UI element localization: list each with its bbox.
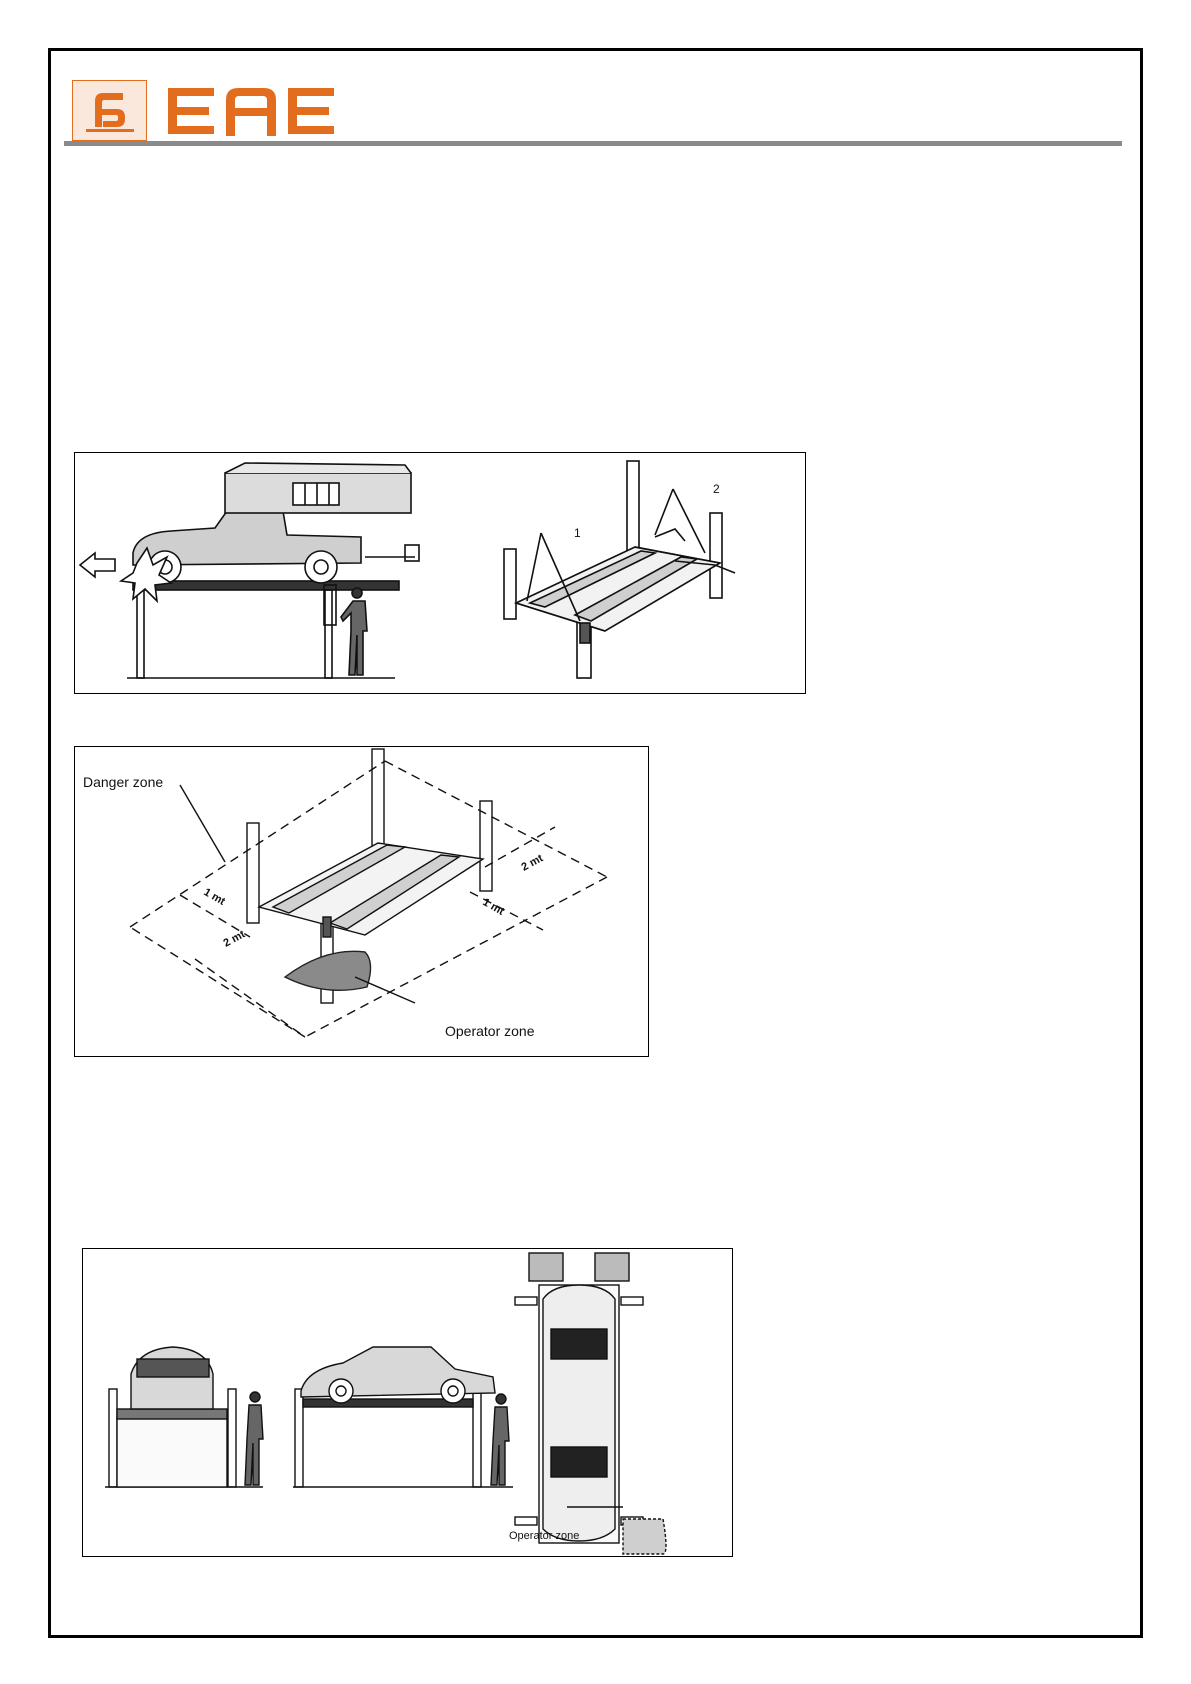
figure-1-drawing bbox=[75, 453, 805, 693]
dimension-label: 1 mt bbox=[480, 896, 507, 918]
figure-vehicle-positions-on-lift bbox=[82, 1248, 733, 1557]
brand-logotype bbox=[160, 70, 370, 145]
header-rule bbox=[64, 141, 1122, 146]
figure-lift-overhang-and-ramps bbox=[74, 452, 806, 694]
callout-number: 1 bbox=[574, 526, 581, 540]
figure-2-drawing bbox=[75, 747, 648, 1056]
eae-logo-icon bbox=[72, 80, 147, 141]
operator-zone-label: Operator zone bbox=[445, 1023, 535, 1039]
danger-zone-label: Danger zone bbox=[83, 774, 164, 790]
dimension-label: 2 mt bbox=[519, 852, 546, 874]
dimension-label: 1 mt bbox=[201, 886, 228, 908]
figure-danger-and-operator-zones bbox=[74, 746, 649, 1057]
callout-number: 2 bbox=[713, 482, 720, 496]
operator-zone-label: Operator zone bbox=[509, 1530, 580, 1542]
dimension-label: 2 mt bbox=[221, 928, 248, 950]
figure-3-drawing bbox=[83, 1249, 732, 1556]
